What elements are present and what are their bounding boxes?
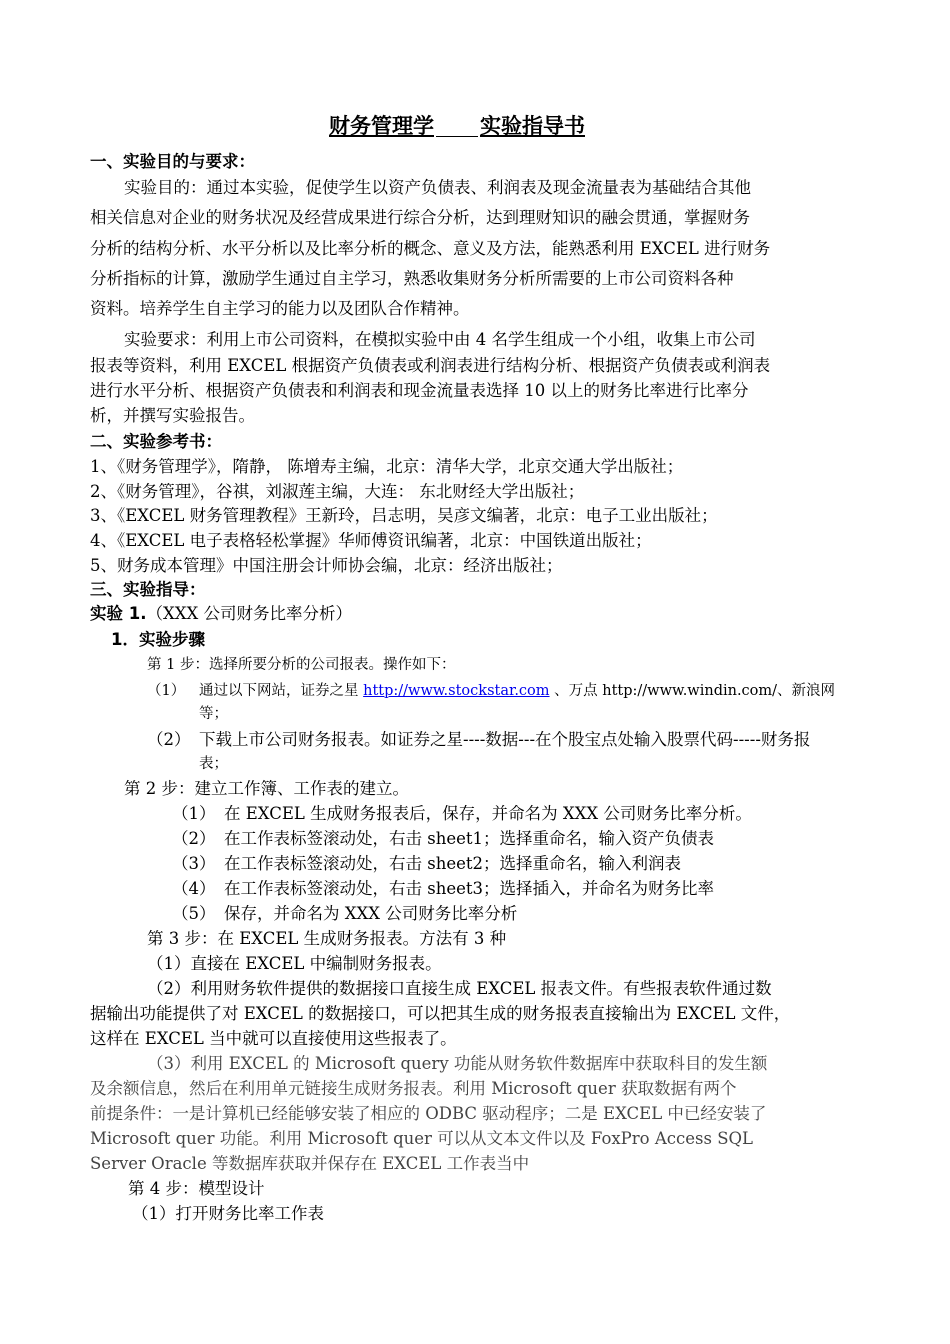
- step-3-method-2-line: 这样在 EXCEL 当中就可以直接使用这些报表了。: [90, 1029, 457, 1048]
- s1-p1-line-3: 分析的结构分析、水平分析以及比率分析的概念、意义及方法，能熟悉利用 EXCEL 进行财务: [90, 239, 771, 258]
- section-1-heading: 一、实验目的与要求：: [90, 152, 255, 171]
- step-3-method-3-line: 及余额信息，然后在利用单元链接生成财务报表。利用 Microsoft quer 获取数据有两个: [90, 1079, 737, 1098]
- step-3-method-2-line: （2）利用财务软件提供的数据接口直接生成 EXCEL 报表文件。有些报表软件通过数: [147, 979, 772, 998]
- document-title: [329, 116, 585, 137]
- step-2-item-text: 在工作表标签滚动处，右击 sheet1；选择重命名，输入资产负债表: [224, 829, 714, 848]
- reference-item: 1、《财务管理学》，隋静， 陈增寿主编，北京：清华大学，北京交通大学出版社；: [90, 457, 684, 476]
- step-2-item-num: （2）: [172, 829, 216, 848]
- step-3-method-3-line: （3）利用 EXCEL 的 Microsoft query 功能从财务软件数据库中获取科目的发生额: [147, 1054, 768, 1073]
- s1-p1-line-1: 实验目的：通过本实验，促使学生以资产负债表、利润表及现金流量表为基础结合其他: [124, 178, 751, 197]
- title-left: 财务管理学: [329, 114, 434, 138]
- s1-p1-line-4: 分析指标的计算，激励学生通过自主学习，熟悉收集财务分析所需要的上市公司资料各种: [90, 269, 734, 288]
- steps-heading: 1．实验步骤: [111, 630, 205, 649]
- step-3-method-1: （1）直接在 EXCEL 中编制财务报表。: [147, 954, 442, 973]
- step-1-item-1-rest: 、万点 http://www.windin.com/、新浪网: [549, 683, 836, 699]
- s1-p1-line-2: 相关信息对企业的财务状况及经营成果进行综合分析，达到理财知识的融会贯通，掌握财务: [90, 208, 750, 227]
- s1-p2-line-3: 进行水平分析、根据资产负债表和利润表和现金流量表选择 10 以上的财务比率进行比率分: [90, 381, 749, 400]
- step-2-item-num: （3）: [172, 854, 216, 873]
- title-underline-gap: [436, 118, 478, 137]
- step-3: 第 3 步：在 EXCEL 生成财务报表。方法有 3 种: [147, 929, 507, 948]
- step-2-item-text: 在工作表标签滚动处，右击 sheet3；选择插入，并命名为财务比率: [224, 879, 714, 898]
- experiment-label: 实验 1.: [90, 604, 147, 623]
- step-1-item-1-cont: 等；: [199, 706, 228, 722]
- step-1-item-1-text: 通过以下网站，证券之星: [199, 683, 364, 699]
- step-1-item-2-text: 下载上市公司财务报表。如证券之星----数据---在个股宝点处输入股票代码-----财务报: [199, 730, 811, 749]
- title-right: 实验指导书: [480, 114, 585, 138]
- reference-item: 3、《EXCEL 财务管理教程》王新玲，吕志明，吴彦文编著，北京：电子工业出版社；: [90, 506, 718, 525]
- step-2-item-text: 保存，并命名为 XXX 公司财务比率分析: [224, 904, 518, 923]
- step-1-item-2-cont: 表；: [199, 756, 228, 772]
- step-1: 第 1 步：选择所要分析的公司报表。操作如下：: [147, 657, 456, 673]
- step-1-item-1: [199, 684, 835, 699]
- section-3-heading: 三、实验指导：: [90, 580, 206, 599]
- step-2-item-text: 在 EXCEL 生成财务报表后，保存，并命名为 XXX 公司财务比率分析。: [224, 804, 752, 823]
- step-1-item-2-num: （2）: [147, 730, 191, 749]
- step-3-method-3-line: Server Oracle 等数据库获取并保存在 EXCEL 工作表当中: [90, 1154, 530, 1173]
- s1-p2-line-4: 析，并撰写实验报告。: [90, 406, 255, 425]
- step-3-method-3-line: Microsoft quer 功能。利用 Microsoft quer 可以从文本文件以及 FoxPro Access SQL: [90, 1129, 753, 1148]
- step-2-item-num: （4）: [172, 879, 216, 898]
- s1-p1-line-5: 资料。培养学生自主学习的能力以及团队合作精神。: [90, 299, 470, 318]
- experiment-title: （XXX 公司财务比率分析）: [146, 604, 352, 623]
- step-4: 第 4 步：模型设计: [128, 1179, 265, 1198]
- step-2-item-num: （1）: [172, 804, 216, 823]
- step-3-method-2-line: 据输出功能提供了对 EXCEL 的数据接口，可以把其生成的财务报表直接输出为 EXCEL 文件，: [90, 1004, 791, 1023]
- step-2-item-num: （5）: [172, 904, 216, 923]
- step-2: 第 2 步：建立工作簿、工作表的建立。: [124, 779, 409, 798]
- s1-p2-line-1: 实验要求：利用上市公司资料，在模拟实验中由 4 名学生组成一个小组，收集上市公司: [124, 330, 756, 349]
- reference-item: 5、财务成本管理》中国注册会计师协会编，北京：经济出版社；: [90, 556, 563, 575]
- step-2-item-text: 在工作表标签滚动处，右击 sheet2；选择重命名，输入利润表: [224, 854, 681, 873]
- step-1-item-1-num: （1）: [147, 683, 186, 699]
- step-4-item-1: （1）打开财务比率工作表: [132, 1204, 324, 1223]
- reference-item: 2、《财务管理》，谷祺，刘淑莲主编，大连： 东北财经大学出版社；: [90, 482, 585, 501]
- stockstar-link[interactable]: http://www.stockstar.com: [363, 683, 550, 699]
- reference-item: 4、《EXCEL 电子表格轻松掌握》华师傅资讯编著，北京：中国铁道出版社；: [90, 531, 652, 550]
- step-3-method-3-line: 前提条件：一是计算机已经能够安装了相应的 ODBC 驱动程序；二是 EXCEL 中已经安装了: [90, 1104, 767, 1123]
- section-2-heading: 二、实验参考书：: [90, 432, 222, 451]
- s1-p2-line-2: 报表等资料，利用 EXCEL 根据资产负债表或利润表进行结构分析、根据资产负债表或利润表: [90, 356, 771, 375]
- experiment-1-heading: [90, 606, 352, 623]
